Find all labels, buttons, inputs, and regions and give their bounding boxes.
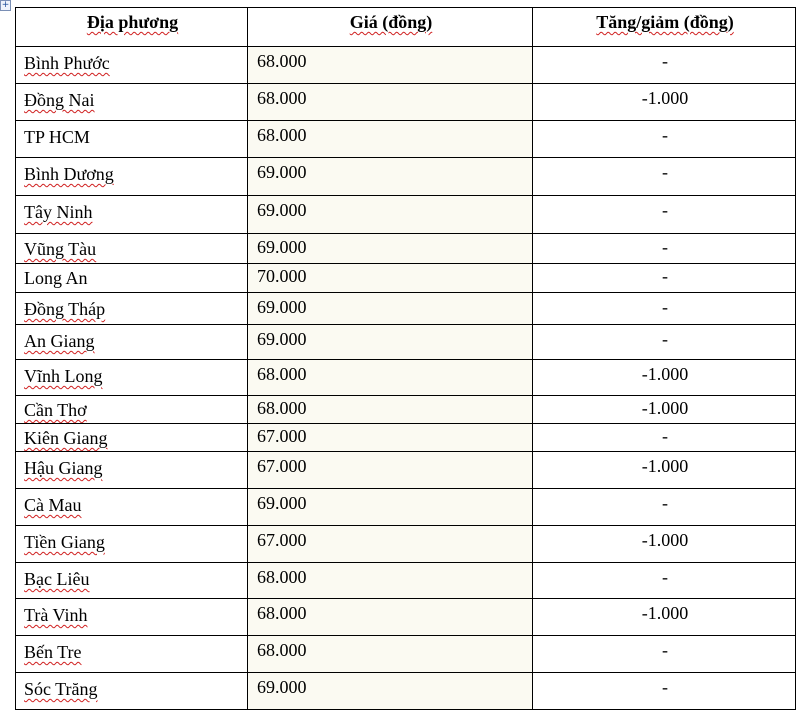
cell-price: 68.000 <box>248 121 533 158</box>
cell-change: -1.000 <box>533 84 796 121</box>
table-body <box>16 47 796 710</box>
cell-region <box>16 673 248 710</box>
cell-region <box>16 396 248 424</box>
region-name: Tây Ninh <box>24 202 93 222</box>
table-row <box>16 526 796 563</box>
cell-change: - <box>533 121 796 158</box>
table-row <box>16 489 796 526</box>
cell-change: -1.000 <box>533 360 796 396</box>
cell-region <box>16 452 248 489</box>
cell-region <box>16 234 248 264</box>
price-table <box>15 7 796 710</box>
cell-region <box>16 360 248 396</box>
cell-change: - <box>533 264 796 293</box>
cell-price: 68.000 <box>248 396 533 424</box>
cell-change: - <box>533 636 796 673</box>
region-name: Hậu Giang <box>24 458 103 478</box>
region-name: Cà Mau <box>24 495 82 515</box>
table-row <box>16 599 796 636</box>
cell-change: -1.000 <box>533 396 796 424</box>
table-row <box>16 293 796 325</box>
cell-region <box>16 489 248 526</box>
region-name: Trà Vinh <box>24 605 88 625</box>
table-move-handle-icon[interactable]: + <box>1 0 10 10</box>
table-row <box>16 264 796 293</box>
cell-price: 68.000 <box>248 636 533 673</box>
cell-change: - <box>533 47 796 84</box>
cell-change: - <box>533 424 796 452</box>
table-row <box>16 325 796 360</box>
cell-region <box>16 325 248 360</box>
region-name: Bạc Liêu <box>24 569 90 589</box>
cell-price: 68.000 <box>248 47 533 84</box>
cell-region <box>16 636 248 673</box>
cell-price: 70.000 <box>248 264 533 293</box>
region-name: Kiên Giang <box>24 428 108 448</box>
cell-region <box>16 424 248 452</box>
region-name: An Giang <box>24 331 95 351</box>
table-row <box>16 84 796 121</box>
cell-change: -1.000 <box>533 452 796 489</box>
cell-region <box>16 158 248 196</box>
cell-price: 69.000 <box>248 325 533 360</box>
region-name: Đồng Nai <box>24 90 95 110</box>
cell-price: 68.000 <box>248 599 533 636</box>
table-row <box>16 396 796 424</box>
region-name: Sóc Trăng <box>24 679 98 699</box>
cell-change: - <box>533 234 796 264</box>
cell-region <box>16 84 248 121</box>
table-row <box>16 452 796 489</box>
cell-region <box>16 47 248 84</box>
cell-region <box>16 293 248 325</box>
table-row <box>16 636 796 673</box>
cell-change: -1.000 <box>533 599 796 636</box>
region-name: Vĩnh Long <box>24 366 103 386</box>
cell-price: 69.000 <box>248 158 533 196</box>
cell-region <box>16 264 248 293</box>
region-name: Long An <box>24 268 88 288</box>
cell-price: 68.000 <box>248 84 533 121</box>
cell-region <box>16 563 248 599</box>
table-header-row <box>16 8 796 47</box>
cell-change: - <box>533 325 796 360</box>
cell-price: 67.000 <box>248 424 533 452</box>
cell-change: - <box>533 196 796 234</box>
cell-price: 69.000 <box>248 293 533 325</box>
region-name: Cần Thơ <box>24 400 87 420</box>
header-change: Tăng/giảm (đồng) <box>533 8 796 47</box>
cell-region <box>16 121 248 158</box>
cell-price: 68.000 <box>248 563 533 599</box>
region-name: Bình Dương <box>24 164 114 184</box>
cell-price: 69.000 <box>248 234 533 264</box>
table-row <box>16 424 796 452</box>
table-row <box>16 196 796 234</box>
header-price: Giá (đồng) <box>248 8 533 47</box>
cell-change: - <box>533 563 796 599</box>
table-row <box>16 673 796 710</box>
cell-price: 69.000 <box>248 673 533 710</box>
region-name: Bến Tre <box>24 642 82 662</box>
header-region: Địa phương <box>16 8 248 47</box>
cell-price: 67.000 <box>248 526 533 563</box>
table-row <box>16 47 796 84</box>
cell-change: - <box>533 489 796 526</box>
cell-price: 68.000 <box>248 360 533 396</box>
table-row <box>16 121 796 158</box>
cell-change: - <box>533 673 796 710</box>
cell-region <box>16 526 248 563</box>
cell-price: 69.000 <box>248 489 533 526</box>
table-row <box>16 360 796 396</box>
region-name: TP HCM <box>24 127 90 147</box>
table-row <box>16 234 796 264</box>
table-row <box>16 563 796 599</box>
cell-change: -1.000 <box>533 526 796 563</box>
table-row <box>16 158 796 196</box>
cell-region <box>16 196 248 234</box>
cell-change: - <box>533 158 796 196</box>
cell-region <box>16 599 248 636</box>
cell-price: 67.000 <box>248 452 533 489</box>
region-name: Tiền Giang <box>24 532 105 552</box>
region-name: Vũng Tàu <box>24 239 97 259</box>
cell-price: 69.000 <box>248 196 533 234</box>
cell-change: - <box>533 293 796 325</box>
region-name: Đồng Tháp <box>24 299 106 319</box>
region-name: Bình Phước <box>24 53 110 73</box>
